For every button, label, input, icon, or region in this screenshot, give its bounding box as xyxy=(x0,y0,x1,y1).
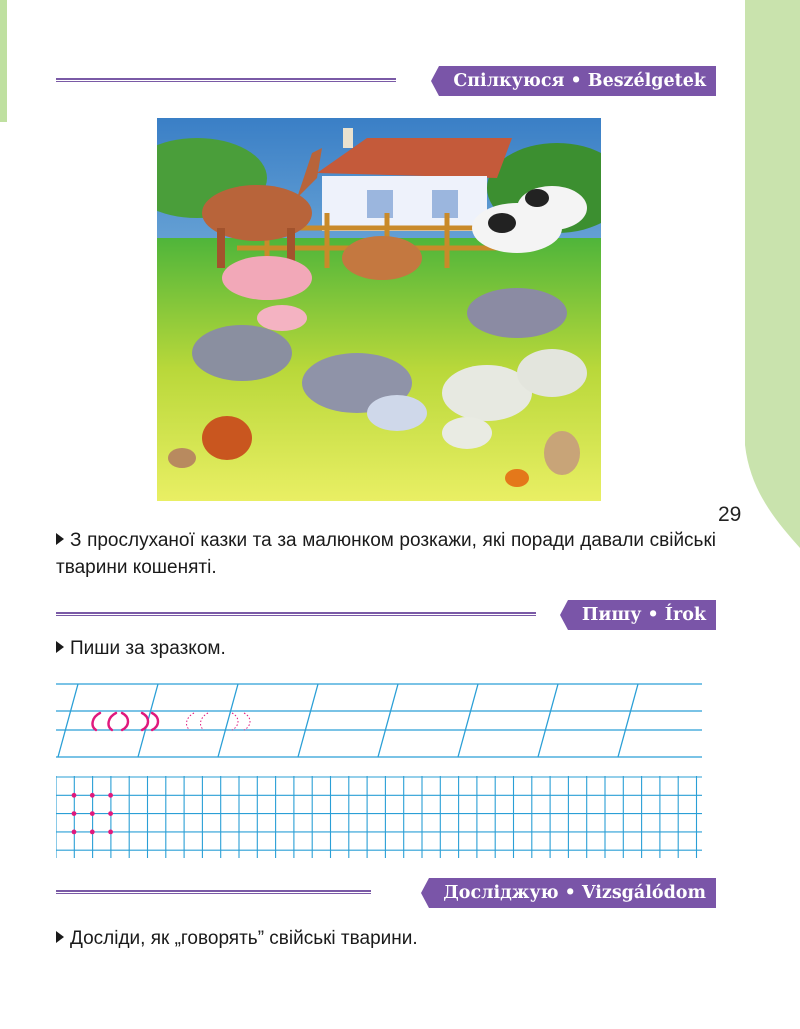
arrow-bullet-icon xyxy=(56,641,64,653)
task-explore xyxy=(56,925,418,952)
writing-sample xyxy=(93,713,158,730)
task-explore-text: Досліди, як „говорять” свійські тварини. xyxy=(70,928,418,949)
task-copy-text: Пиши за зразком. xyxy=(70,638,226,659)
task-story-text: З прослуханої казки та за малюнком розкажи, які поради давали свійські тварини кошеняті. xyxy=(56,530,716,578)
grid-sample-dot xyxy=(90,811,95,816)
section-rule xyxy=(56,890,371,892)
grid-sample-dot xyxy=(72,830,77,835)
grid-sample-dot xyxy=(90,793,95,798)
handwriting-lines xyxy=(56,680,702,760)
section-write-label: Пишу • Írok xyxy=(568,600,716,630)
section-rule-inner xyxy=(56,81,396,82)
section-explore-label: Досліджую • Vizsgálódom xyxy=(429,878,716,908)
arrow-bullet-icon xyxy=(56,931,64,943)
grid-sample-dot xyxy=(72,811,77,816)
arrow-bullet-icon xyxy=(56,533,64,545)
side-tab-decoration xyxy=(745,0,800,560)
section-talk-label: Спілкуюся • Beszélgetek xyxy=(439,66,716,96)
section-talk-header xyxy=(56,66,716,96)
task-story xyxy=(56,527,716,581)
grid-sample-dot xyxy=(108,830,113,835)
page-number: 29 xyxy=(718,503,742,526)
section-write-header xyxy=(56,600,716,630)
square-grid xyxy=(56,776,702,858)
section-explore-header xyxy=(56,878,716,908)
section-rule xyxy=(56,612,536,614)
left-margin-strip xyxy=(0,0,7,122)
grid-sample-dot xyxy=(108,793,113,798)
grid-sample-dot xyxy=(108,811,113,816)
section-rule-inner xyxy=(56,615,536,616)
section-rule-inner xyxy=(56,893,371,894)
section-rule xyxy=(56,78,396,80)
grid-sample-dot xyxy=(72,793,77,798)
grid-sample-dot xyxy=(90,830,95,835)
farm-animals-illustration xyxy=(157,118,601,501)
task-copy xyxy=(56,635,226,662)
